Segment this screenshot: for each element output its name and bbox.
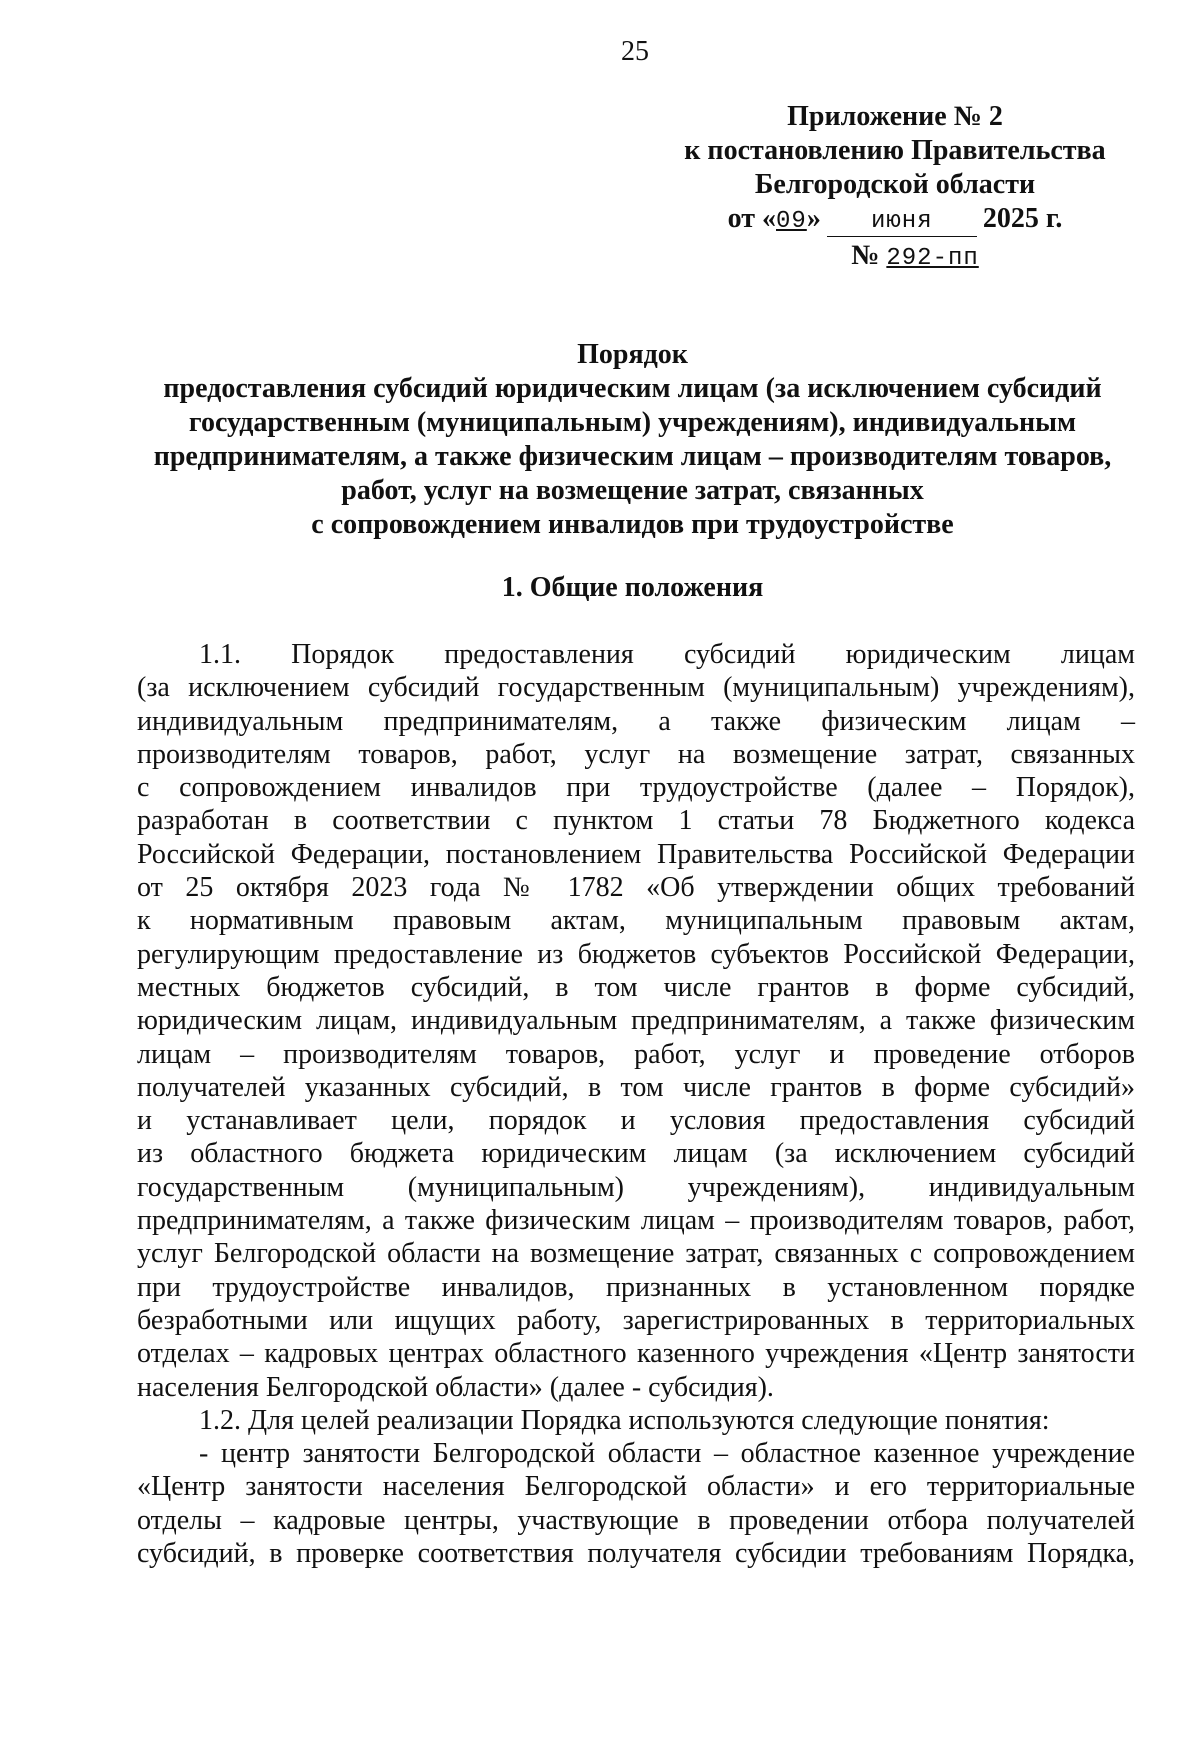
- body-line: 1.1. Порядок предоставления субсидий юридическим лицам: [199, 639, 1135, 670]
- date-month-field: [827, 205, 977, 237]
- body-line: (за исключением субсидий государственным (муниципальным) учреждениям),: [137, 672, 1135, 704]
- date-month: июня: [871, 208, 933, 235]
- page-number: 25: [621, 36, 649, 67]
- title-line-1: Порядок: [577, 339, 688, 370]
- appendix-resolution-line: к постановлению Правительства: [684, 135, 1106, 166]
- title-line-6: с сопровождением инвалидов при трудоустройстве: [311, 509, 954, 540]
- appendix-region-line: Белгородской области: [754, 169, 1036, 200]
- title-line-2: предоставления субсидий юридическим лицам (за исключением субсидий: [163, 373, 1102, 404]
- body-line: с сопровождением инвалидов при трудоустройстве (далее – Порядок),: [137, 772, 1135, 804]
- body-line: получателей указанных субсидий, в том числе грантов в форме субсидий»: [137, 1071, 1135, 1103]
- body-line: «Центр занятости населения Белгородской области» и его территориальные: [137, 1471, 1135, 1503]
- body-line: услуг Белгородской области на возмещение затрат, связанных с сопровождением: [137, 1238, 1135, 1270]
- date-year: 2025 г.: [982, 203, 1063, 234]
- number-prefix: №: [851, 240, 880, 271]
- body-line: населения Белгородской области» (далее - субсидия).: [137, 1371, 774, 1403]
- body-line: отделы – кадровые центры, участвующие в проведении отбора получателей: [137, 1504, 1135, 1536]
- date-prefix: от «: [727, 203, 776, 234]
- body-line: регулирующим предоставление из бюджетов субъектов Российской Федерации,: [137, 938, 1135, 970]
- body-line: государственным (муниципальным) учреждениям), индивидуальным: [137, 1171, 1135, 1203]
- body-line: от 25 октября 2023 года № 1782 «Об утверждении общих требований: [137, 872, 1135, 904]
- date-day: 09: [776, 208, 807, 235]
- body-line: субсидий, в проверке соответствия получателя субсидии требованиям Порядка,: [137, 1538, 1135, 1570]
- appendix-title: Приложение № 2: [787, 101, 1003, 132]
- body-text: [137, 638, 1135, 1570]
- body-line: индивидуальным предпринимателям, а также физическим лицам –: [137, 705, 1135, 737]
- title-line-3: государственным (муниципальным) учреждениям), индивидуальным: [188, 407, 1077, 438]
- body-line: и устанавливает цели, порядок и условия предоставления субсидий: [137, 1105, 1135, 1137]
- body-line: отделах – кадровых центрах областного казенного учреждения «Центр занятости: [137, 1338, 1135, 1370]
- body-line: безработными или ищущих работу, зарегистрированных в территориальных: [137, 1304, 1135, 1336]
- appendix-number-line: [660, 239, 1130, 276]
- title-line-4: предпринимателям, а также физическим лицам – производителям товаров,: [153, 441, 1112, 472]
- body-line: юридическим лицам, индивидуальным предпринимателям, а также физическим: [137, 1005, 1135, 1037]
- section-heading: 1. Общие положения: [501, 572, 764, 603]
- date-mid: »: [806, 203, 821, 234]
- body-line: местных бюджетов субсидий, в том числе грантов в форме субсидий,: [137, 971, 1135, 1003]
- body-line: лицам – производителям товаров, работ, услуг и проведение отборов: [137, 1038, 1135, 1070]
- document-title: [130, 338, 1135, 542]
- number-value: 292-пп: [886, 245, 979, 272]
- body-line: к нормативным правовым актам, муниципальным правовым актам,: [137, 905, 1135, 937]
- title-line-5: работ, услуг на возмещение затрат, связанных: [341, 475, 924, 506]
- body-line: из областного бюджета юридическим лицам (за исключением субсидий: [137, 1138, 1135, 1170]
- body-line: производителям товаров, работ, услуг на возмещение затрат, связанных: [137, 738, 1135, 770]
- body-line: Российской Федерации, постановлением Правительства Российской Федерации: [137, 838, 1135, 870]
- body-line: при трудоустройстве инвалидов, признанных в установленном порядке: [137, 1271, 1135, 1303]
- body-line: предпринимателям, а также физическим лицам – производителям товаров, работ,: [137, 1205, 1135, 1237]
- body-line: - центр занятости Белгородской области – областное казенное учреждение: [199, 1438, 1135, 1470]
- appendix-date-line: [660, 202, 1130, 239]
- body-line: разработан в соответствии с пунктом 1 статьи 78 Бюджетного кодекса: [137, 805, 1135, 837]
- appendix-header: [660, 100, 1130, 276]
- body-line: 1.2. Для целей реализации Порядка используются следующие понятия:: [199, 1404, 1050, 1436]
